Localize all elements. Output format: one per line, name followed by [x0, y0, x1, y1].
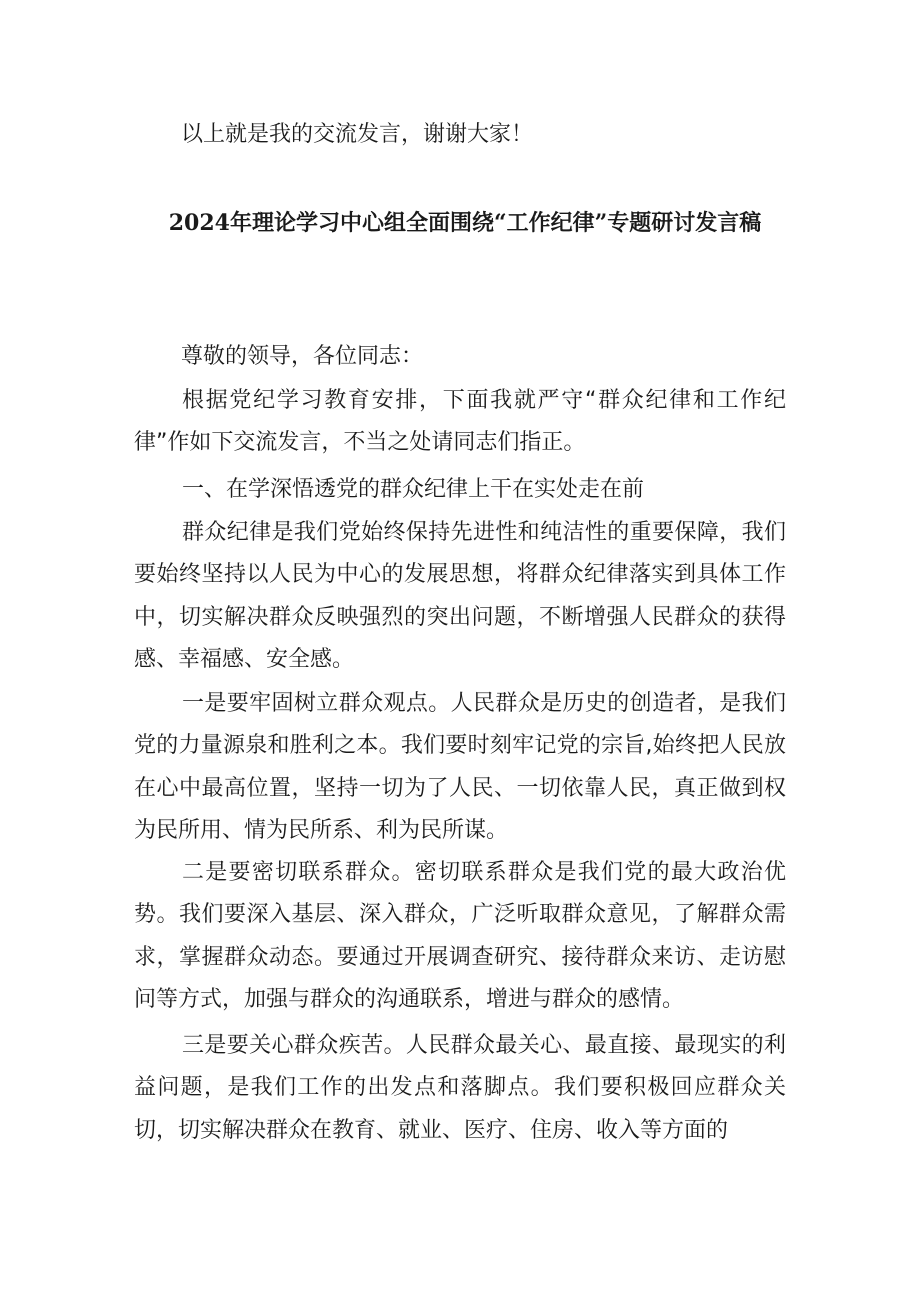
paragraph-intro: 根据党纪学习教育安排，下面我就严守“群众纪律和工作纪律”作如下交流发言，不当之处请同志们指正。	[134, 388, 786, 456]
paragraph-point-3: 三是要关心群众疾苦。人民群众最关心、最直接、最现实的利益问题，是我们工作的出发点和落脚点。我们要积极回应群众关切，切实解决群众在教育、就业、医疗、住房、收入等方面的	[134, 1033, 786, 1143]
salutation: 尊敬的领导，各位同志：	[181, 344, 424, 369]
paragraph-point-2: 二是要密切联系群众。密切联系群众是我们党的最大政治优势。我们要深入基层、深入群众，广泛听取群众意见，了解群众需求，掌握群众动态。要通过开展调查研究、接待群众来访、走访慰问等方式，加强与群众的沟通联系，增进与群众的感情。	[134, 860, 786, 1012]
paragraph-point-1: 一是要牢固树立群众观点。人民群众是历史的创造者，是我们党的力量源泉和胜利之本。我们要时刻牢记党的宗旨,始终把人民放在心中最高位置，坚持一切为了人民、一切依靠人民，真正做到权为民所用、情为民所系、利为民所谋。	[134, 691, 786, 843]
section-heading-1: 一、在学深悟透党的群众纪律上干在实处走在前	[182, 477, 645, 502]
paragraph-discipline: 群众纪律是我们党始终保持先进性和纯洁性的重要保障，我们要始终坚持以人民为中心的发展思想，将群众纪律落实到具体工作中，切实解决群众反映强烈的突出问题，不断增强人民群众的获得感、幸福感、安全感。	[134, 520, 786, 672]
document-title: 2024年理论学习中心组全面围绕“工作纪律”专题研讨发言稿	[168, 210, 762, 236]
closing-line: 以上就是我的交流发言，谢谢大家！	[181, 122, 534, 147]
